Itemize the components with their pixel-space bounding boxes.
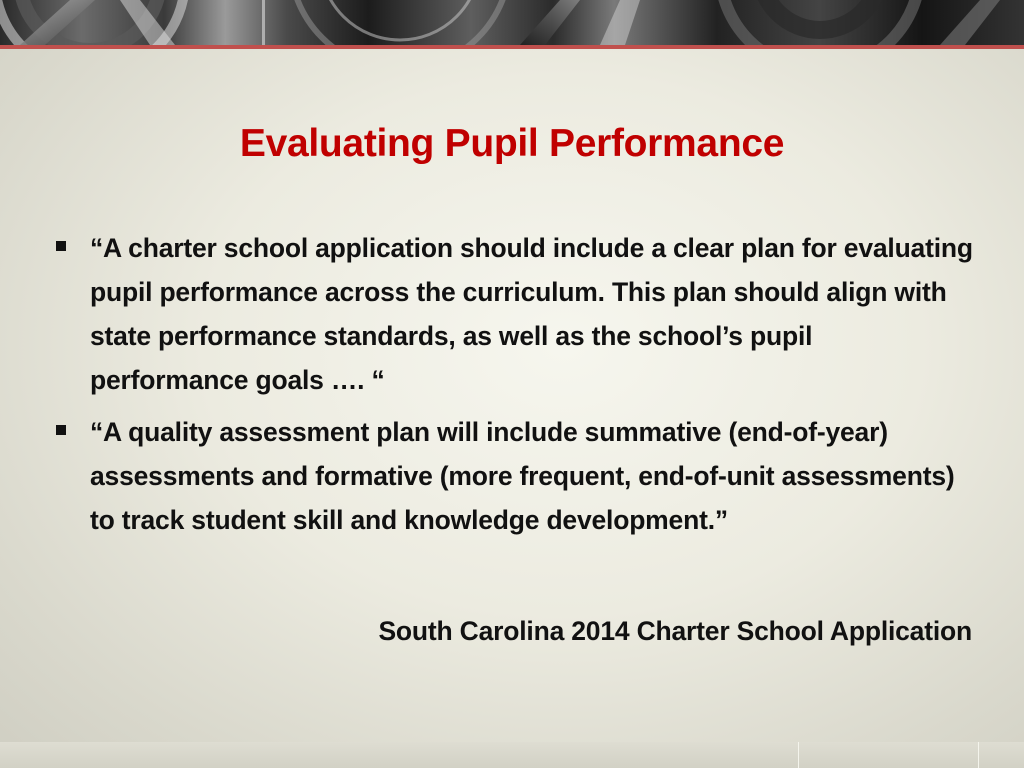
square-bullet-icon <box>56 425 66 435</box>
footer-divider <box>978 742 979 768</box>
slide-title: Evaluating Pupil Performance <box>239 122 785 165</box>
bullet-item <box>56 410 976 542</box>
footer-bar <box>0 742 1024 768</box>
square-bullet-icon <box>56 241 66 251</box>
bullet-text: “A charter school application should include a clear plan for evaluating pupil performance across the curriculum. This plan should align with state performance standards, as well as the school’s pupil performance goals …. “ <box>90 233 973 395</box>
bullet-item <box>56 226 976 402</box>
bullet-list <box>56 226 976 550</box>
bullet-text: “A quality assessment plan will include summative (end-of-year) assessments and formative (more frequent, end-of-unit assessments) to track student skill and knowledge development.” <box>90 417 955 535</box>
accent-rule <box>0 45 1024 49</box>
header-banner-image <box>0 0 1024 45</box>
footer-divider <box>798 742 799 768</box>
wheel-photo-graphic <box>0 0 1024 45</box>
source-attribution: South Carolina 2014 Charter School Application <box>378 616 972 646</box>
